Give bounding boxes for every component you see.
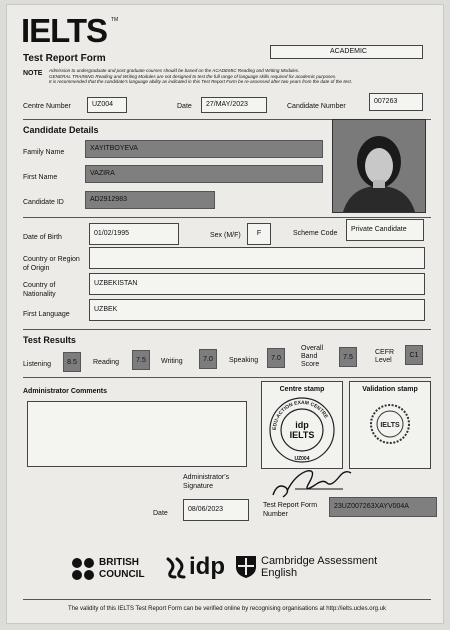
trf-number-label [263, 501, 317, 519]
divider [23, 217, 431, 218]
first-language-label: First Language [23, 311, 70, 318]
note-line-1: Admission to undergraduate and post graduate courses should be based on the ACADEMIC Reading and Writing Modules. [49, 68, 300, 73]
scheme-code-label: Scheme Code [293, 230, 338, 237]
divider [23, 329, 431, 330]
centre-number-label: Centre Number [23, 103, 71, 110]
cefr-level-label [375, 349, 394, 365]
centre-stamp-box [261, 381, 343, 469]
candidate-details-title: Candidate Details [23, 125, 99, 135]
trf-number-field: 23UZ007263XAYV004A [329, 497, 437, 517]
listening-label: Listening [23, 361, 52, 368]
reading-label: Reading [93, 359, 120, 366]
stamp-centre-code: UZ004 [294, 456, 310, 462]
portrait-image [333, 120, 425, 212]
speaking-score: 7.0 [267, 348, 285, 368]
scheme-code-field: Private Candidate [346, 219, 424, 241]
test-results-title: Test Results [23, 335, 76, 345]
cambridge-shield-icon [235, 555, 257, 579]
british-council-line1: BRITISH [99, 557, 139, 568]
first-name-label: First Name [23, 174, 58, 181]
validation-stamp-text: IELTS [380, 422, 400, 429]
issue-date-field: 08/06/2023 [183, 499, 249, 521]
note-text [49, 68, 429, 85]
cambridge-line2: English [261, 567, 298, 579]
idp-wordmark: idp [189, 553, 225, 580]
country-of-origin-label-line2: of Origin [23, 265, 50, 272]
administrator-signature [265, 461, 355, 501]
candidate-id-label: Candidate ID [23, 199, 64, 206]
nationality-label [23, 281, 56, 299]
nationality-label-line1: Country of [23, 282, 56, 289]
sex-label: Sex (M/F) [210, 232, 241, 239]
british-council-line2: COUNCIL [99, 569, 145, 580]
overall-label-line2: Band [301, 353, 318, 360]
writing-score: 7.0 [199, 349, 217, 369]
note-line-2: GENERAL TRAINING Reading and Writing Modules are not designed to test the full range of language skills required for academic purposes. [49, 73, 337, 79]
centre-stamp-seal [262, 394, 342, 466]
cefr-label-line2: Level [375, 357, 392, 364]
validity-statement: The validity of this IELTS Test Report Form can be verified online by recognising organisations at http://ielts.ucles.org.uk [68, 606, 386, 612]
stamp-idp-text: idp [295, 420, 309, 430]
divider [23, 377, 431, 378]
listening-score: 8.5 [63, 352, 81, 372]
nationality-label-line2: Nationality [23, 291, 56, 298]
sex-field: F [247, 223, 271, 245]
administrator-comments-field [27, 401, 247, 467]
test-date-field: 27/MAY/2023 [201, 97, 267, 113]
overall-label-line3: Score [301, 361, 320, 368]
centre-stamp-label: Centre stamp [279, 386, 325, 393]
country-of-origin-field [89, 247, 425, 269]
trf-label-line1: Test Report Form [263, 502, 318, 509]
validation-stamp-label: Validation stamp [362, 386, 418, 393]
form-title: Test Report Form [23, 53, 106, 64]
administrator-comments-label: Administrator Comments [23, 388, 108, 395]
speaking-label: Speaking [229, 357, 259, 364]
writing-label: Writing [161, 358, 183, 365]
trf-label-line2: Number [263, 511, 288, 518]
overall-label-line1: Overall [301, 345, 324, 352]
ielts-logo: IELTS [21, 12, 108, 49]
footer-divider [23, 599, 431, 600]
validation-stamp-box [349, 381, 431, 469]
family-name-field: XAYITBOYEVA [85, 140, 323, 158]
overall-band-label [301, 345, 323, 369]
note-label: NOTE [23, 70, 43, 77]
date-of-birth-field: 01/02/1995 [89, 223, 179, 245]
candidate-id-field: AD2912983 [85, 191, 215, 209]
date-label: Date [177, 103, 192, 110]
trademark: TM [111, 17, 119, 23]
country-of-origin-label [23, 255, 80, 273]
centre-number-field: UZ004 [87, 97, 127, 113]
signature-label-line1: Administrator's [183, 474, 230, 481]
reading-score: 7.5 [132, 350, 150, 370]
first-name-field: VAZIRA [85, 165, 323, 183]
family-name-label: Family Name [23, 149, 65, 156]
cambridge-line1: Cambridge Assessment [261, 555, 378, 567]
date-of-birth-label: Date of Birth [23, 234, 62, 241]
module-field: ACADEMIC [270, 45, 423, 59]
country-of-origin-label-line1: Country or Region [23, 256, 80, 263]
stamp-ielts-text: IELTS [289, 430, 315, 440]
stamp-ring-text: EDU-ACTION EXAM CENTRE [271, 399, 329, 431]
cefr-label-line1: CEFR [375, 349, 395, 356]
candidate-photo [332, 119, 426, 213]
first-language-field: UZBEK [89, 299, 425, 321]
validation-stamp-seal [350, 394, 430, 466]
signature-label-line2: Signature [183, 483, 213, 490]
test-report-form [6, 4, 444, 624]
candidate-number-field: 007263 [369, 93, 423, 111]
idp-swirl-icon [165, 555, 187, 581]
nationality-field: UZBEKISTAN [89, 273, 425, 295]
administrator-signature-label [183, 473, 229, 491]
candidate-number-label: Candidate Number [287, 103, 346, 110]
british-council-dots-icon [71, 557, 95, 581]
cefr-level-score: C1 [405, 345, 423, 365]
issue-date-label: Date [153, 510, 168, 517]
note-line-3: It is recommended that the candidate's language ability as indicated in this Test Report Form be re-assessed after two years from the date of the test. [49, 79, 353, 85]
overall-band-score: 7.5 [339, 347, 357, 367]
